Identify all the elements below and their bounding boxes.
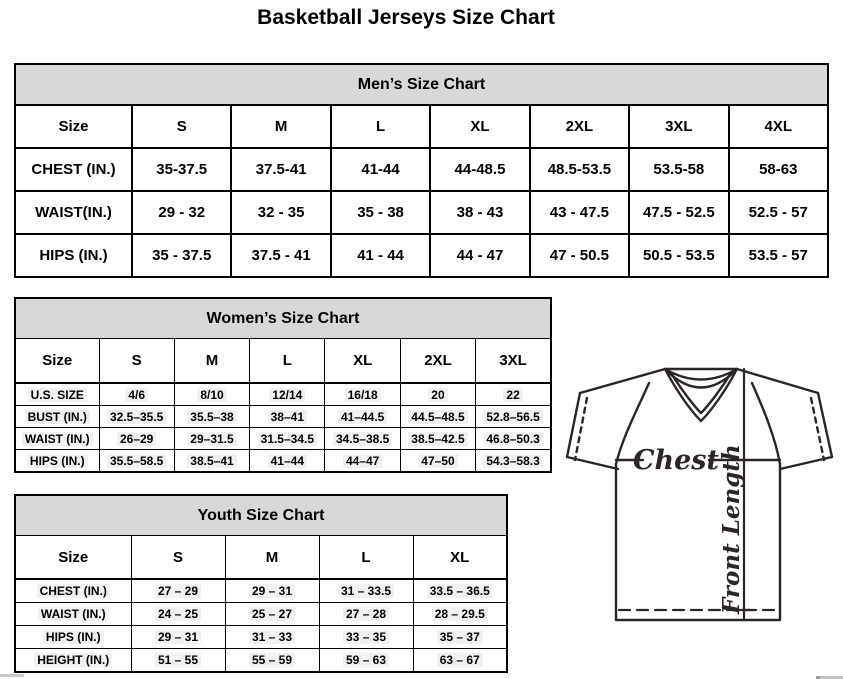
table-row <box>15 298 551 339</box>
table-row <box>15 339 551 384</box>
size-cell: 43 - 47.5 <box>530 191 629 234</box>
row-label: HIPS (IN.) <box>15 450 99 473</box>
size-cell: 35.5–38 <box>174 406 249 428</box>
row-label: WAIST(IN.) <box>15 191 132 234</box>
size-cell: 32 - 35 <box>231 191 330 234</box>
table-row <box>15 148 828 191</box>
size-column-header: Size <box>15 536 131 580</box>
size-cell: 52.5 - 57 <box>729 191 828 234</box>
size-cell: 44.5–48.5 <box>400 406 475 428</box>
table-section-title: Women’s Size Chart <box>15 298 551 339</box>
size-column-header: L <box>250 339 325 384</box>
size-column-header: L <box>319 536 413 580</box>
table-row <box>15 450 551 473</box>
table-row <box>15 105 828 148</box>
mens-size-table <box>14 63 829 278</box>
jersey-outline-icon <box>556 360 843 626</box>
womens-size-table <box>14 297 552 473</box>
youth-size-table <box>14 494 508 673</box>
size-cell: 35 - 38 <box>331 191 430 234</box>
size-cell: 41–44.5 <box>325 406 400 428</box>
size-column-header: L <box>331 105 430 148</box>
front-length-label: Front Length <box>718 444 745 614</box>
size-cell: 44-48.5 <box>430 148 529 191</box>
row-label: HEIGHT (IN.) <box>15 649 131 673</box>
size-cell: 28 – 29.5 <box>413 603 507 626</box>
row-label: HIPS (IN.) <box>15 626 131 649</box>
table-section-title: Men’s Size Chart <box>15 64 828 105</box>
size-cell: 37.5 - 41 <box>231 234 330 277</box>
size-cell: 38.5–41 <box>174 450 249 473</box>
size-cell: 33.5 – 36.5 <box>413 579 507 603</box>
size-cell: 55 – 59 <box>225 649 319 673</box>
size-column-header: M <box>174 339 249 384</box>
size-cell: 44–47 <box>325 450 400 473</box>
size-column-header: S <box>131 536 225 580</box>
size-cell: 41-44 <box>331 148 430 191</box>
jersey-diagram <box>556 360 843 626</box>
scrollbar-artifact <box>0 674 24 677</box>
size-cell: 50.5 - 53.5 <box>629 234 728 277</box>
size-cell: 33 – 35 <box>319 626 413 649</box>
size-column-header: S <box>132 105 231 148</box>
row-label: HIPS (IN.) <box>15 234 132 277</box>
size-column-header: 3XL <box>629 105 728 148</box>
size-cell: 29 – 31 <box>225 579 319 603</box>
size-column-header: 3XL <box>476 339 551 384</box>
size-cell: 38 - 43 <box>430 191 529 234</box>
size-cell: 35-37.5 <box>132 148 231 191</box>
size-cell: 51 – 55 <box>131 649 225 673</box>
size-cell: 63 – 67 <box>413 649 507 673</box>
table-row <box>15 428 551 450</box>
table-row <box>15 64 828 105</box>
size-cell: 31.5–34.5 <box>250 428 325 450</box>
table-row <box>15 495 507 536</box>
size-column-header: XL <box>325 339 400 384</box>
row-label: WAIST (IN.) <box>15 603 131 626</box>
size-cell: 26–29 <box>99 428 174 450</box>
table-row <box>15 579 507 603</box>
row-label: WAIST (IN.) <box>15 428 99 450</box>
chest-label: Chest <box>633 445 719 476</box>
table-row <box>15 603 507 626</box>
size-column-header: XL <box>413 536 507 580</box>
size-column-header: Size <box>15 339 99 384</box>
size-cell: 35 – 37 <box>413 626 507 649</box>
size-column-header: M <box>225 536 319 580</box>
size-cell: 29 – 31 <box>131 626 225 649</box>
size-cell: 47.5 - 52.5 <box>629 191 728 234</box>
size-cell: 48.5-53.5 <box>530 148 629 191</box>
size-cell: 27 – 28 <box>319 603 413 626</box>
table-row <box>15 406 551 428</box>
size-cell: 53.5-58 <box>629 148 728 191</box>
size-cell: 22 <box>476 383 551 406</box>
table-row <box>15 383 551 406</box>
size-column-header: 2XL <box>400 339 475 384</box>
row-label: CHEST (IN.) <box>15 148 132 191</box>
size-cell: 34.5–38.5 <box>325 428 400 450</box>
size-cell: 41 - 44 <box>331 234 430 277</box>
size-cell: 59 – 63 <box>319 649 413 673</box>
size-cell: 46.8–50.3 <box>476 428 551 450</box>
size-cell: 47–50 <box>400 450 475 473</box>
size-cell: 4/6 <box>99 383 174 406</box>
size-column-header: S <box>99 339 174 384</box>
table-row <box>15 536 507 580</box>
size-cell: 52.8–56.5 <box>476 406 551 428</box>
size-column-header: M <box>231 105 330 148</box>
page-title: Basketball Jerseys Size Chart <box>257 6 555 29</box>
size-cell: 58-63 <box>729 148 828 191</box>
size-cell: 32.5–35.5 <box>99 406 174 428</box>
size-cell: 54.3–58.3 <box>476 450 551 473</box>
size-column-header: XL <box>430 105 529 148</box>
size-cell: 24 – 25 <box>131 603 225 626</box>
table-row <box>15 626 507 649</box>
size-cell: 47 - 50.5 <box>530 234 629 277</box>
size-cell: 41–44 <box>250 450 325 473</box>
size-cell: 37.5-41 <box>231 148 330 191</box>
row-label: U.S. SIZE <box>15 383 99 406</box>
size-cell: 20 <box>400 383 475 406</box>
size-cell: 44 - 47 <box>430 234 529 277</box>
size-column-header: 2XL <box>530 105 629 148</box>
size-cell: 53.5 - 57 <box>729 234 828 277</box>
size-cell: 29–31.5 <box>174 428 249 450</box>
size-cell: 16/18 <box>325 383 400 406</box>
size-cell: 8/10 <box>174 383 249 406</box>
table-section-title: Youth Size Chart <box>15 495 507 536</box>
size-cell: 12/14 <box>250 383 325 406</box>
table-row <box>15 649 507 673</box>
size-cell: 29 - 32 <box>132 191 231 234</box>
size-cell: 31 – 33.5 <box>319 579 413 603</box>
size-cell: 38.5–42.5 <box>400 428 475 450</box>
size-cell: 35 - 37.5 <box>132 234 231 277</box>
table-row <box>15 191 828 234</box>
size-cell: 31 – 33 <box>225 626 319 649</box>
size-cell: 35.5–58.5 <box>99 450 174 473</box>
size-cell: 38–41 <box>250 406 325 428</box>
size-cell: 27 – 29 <box>131 579 225 603</box>
size-column-header: 4XL <box>729 105 828 148</box>
size-column-header: Size <box>15 105 132 148</box>
table-row <box>15 234 828 277</box>
row-label: CHEST (IN.) <box>15 579 131 603</box>
size-cell: 25 – 27 <box>225 603 319 626</box>
row-label: BUST (IN.) <box>15 406 99 428</box>
